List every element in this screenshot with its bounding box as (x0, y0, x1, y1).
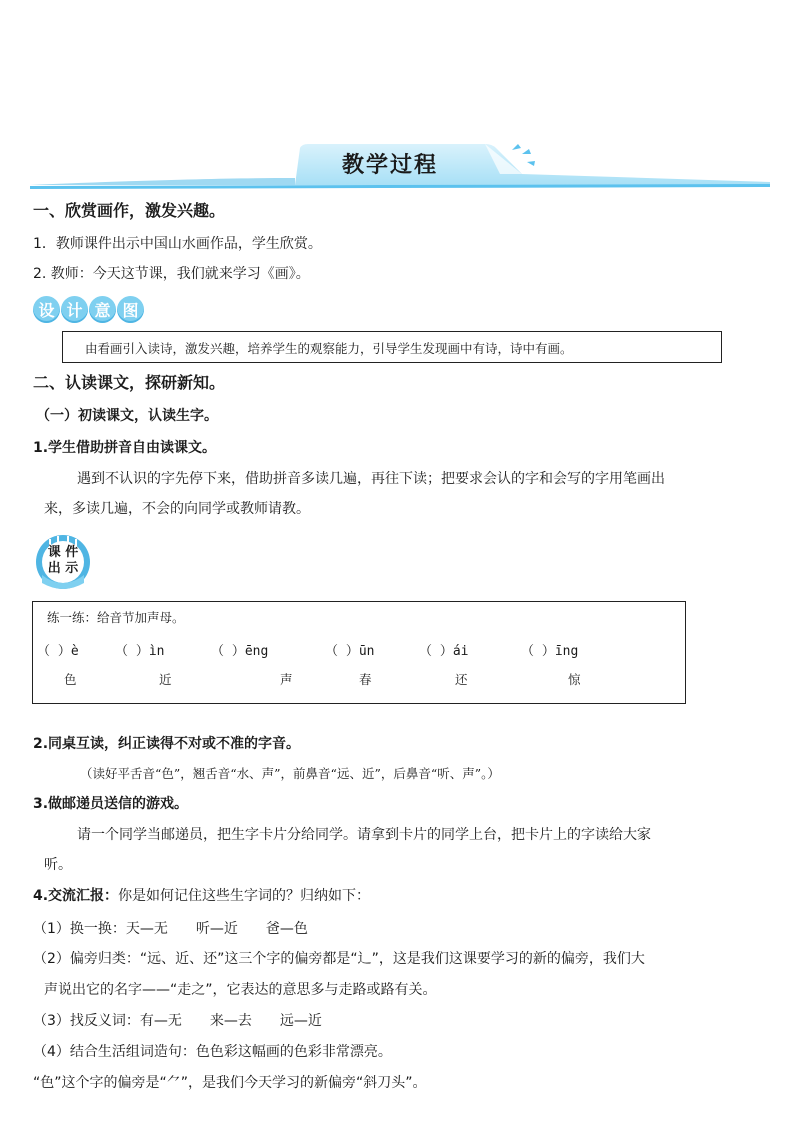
step-title-lead: 4.交流汇报： (33, 888, 119, 904)
list-item: （3）找反义词：有—无 来—去 远—近 (33, 1013, 322, 1029)
exercise-item (37, 640, 79, 659)
step-text: 来，多读几遍，不会的向同学或教师请教。 (44, 501, 310, 517)
exercise-title: 练一练：给音节加声母。 (47, 610, 185, 625)
answer-blank[interactable]: （ ） (211, 644, 245, 659)
step-title (33, 885, 370, 905)
list-item: （4）结合生活组词造句：色色彩这幅画的色彩非常漂亮。 (33, 1044, 392, 1060)
splash-icon (512, 144, 535, 166)
pinyin-syllable: ēng (244, 644, 269, 659)
list-item: 1．教师课件出示中国山水画作品，学生欣赏。 (33, 236, 322, 252)
courseware-badge-line2: 出 示 (47, 561, 79, 576)
step-title: 1.学生借助拼音自由读课文。 (33, 440, 217, 456)
list-item: “色”这个字的偏旁是“⺈”，是我们今天学习的新偏旁“斜刀头”。 (33, 1075, 427, 1091)
answer-blank[interactable]: （ ） (325, 644, 359, 659)
section-heading-1: 一、欣赏画作，激发兴趣。 (33, 201, 226, 220)
step-title: 3.做邮递员送信的游戏。 (33, 796, 189, 812)
step-text: 听。 (44, 857, 72, 873)
step-text: 遇到不认识的字先停下来，借助拼音多读几遍，再往下读；把要求会认的字和会写的字用笔画出 (77, 471, 665, 487)
answer-blank[interactable]: （ ） (37, 644, 71, 659)
step-title: 2.同桌互读，纠正读得不对或不准的字音。 (33, 736, 301, 752)
pinyin-syllable: ūn (358, 644, 375, 659)
step-text: 请一个同学当邮递员，把生字卡片分给同学。请拿到卡片的同学上台，把卡片上的字读给大家 (77, 827, 651, 843)
list-item: （2）偏旁归类：“远、近、还”这三个字的偏旁都是“辶”，这是我们这课要学习的新的偏旁，我们大 (33, 951, 645, 967)
pinyin-syllable: è (70, 644, 79, 659)
pinyin-syllable: īng (554, 644, 579, 659)
exercise-char: 惊 (568, 672, 581, 687)
exercise-item (419, 640, 468, 659)
badge-char: 意 (89, 296, 116, 323)
section-heading-2: 二、认读课文，探研新知。 (33, 373, 226, 392)
exercise-item (211, 640, 268, 659)
exercise-char: 色 (64, 672, 77, 687)
pronunciation-note: （读好平舌音“色”，翘舌音“水、声”，前鼻音“远、近”，后鼻音“听、声”。） (80, 766, 500, 781)
answer-blank[interactable]: （ ） (521, 644, 555, 659)
page-title: 教学过程 (342, 152, 439, 178)
list-item: 声说出它的名字——“走之”，它表达的意思多与走路或路有关。 (44, 982, 437, 998)
badge-char: 图 (117, 296, 144, 323)
exercise-char: 近 (159, 672, 172, 687)
courseware-badge-line1: 课 件 (47, 545, 79, 560)
pinyin-syllable: ìn (148, 644, 165, 659)
answer-blank[interactable]: （ ） (115, 644, 149, 659)
step-title-rest: 你是如何记住这些生字词的？归纳如下： (118, 888, 371, 904)
exercise-box (32, 601, 686, 704)
list-item: 2. 教师：今天这节课，我们就来学习《画》。 (33, 266, 310, 282)
exercise-item (521, 640, 578, 659)
badge-char: 计 (61, 296, 88, 323)
exercise-item (115, 640, 164, 659)
exercise-char: 声 (280, 672, 293, 687)
pinyin-syllable: ái (452, 644, 469, 659)
design-intent-box (62, 331, 722, 363)
exercise-char: 春 (359, 672, 372, 687)
exercise-item (325, 640, 374, 659)
exercise-char: 还 (455, 672, 468, 687)
subsection-heading: （一）初读课文，认读生字。 (36, 408, 218, 424)
badge-char: 设 (33, 296, 60, 323)
design-intent-badge (33, 296, 144, 323)
answer-blank[interactable]: （ ） (419, 644, 453, 659)
courseware-badge (32, 533, 94, 591)
design-intent-text: 由看画引入读诗，激发兴趣，培养学生的观察能力，引导学生发现画中有诗，诗中有画。 (85, 341, 573, 356)
list-item: （1）换一换：天—无 听—近 爸—色 (33, 921, 308, 937)
